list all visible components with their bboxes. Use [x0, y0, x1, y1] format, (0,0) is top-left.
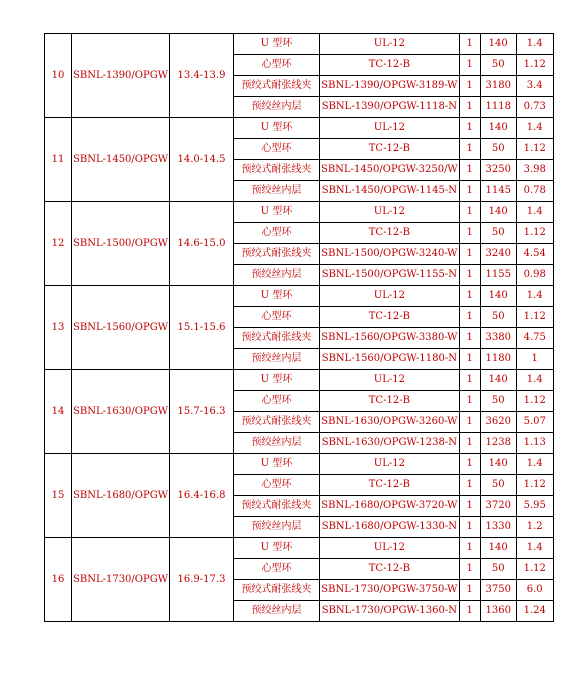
length-cell: 1238 — [480, 433, 516, 454]
part-code-cell: TC-12-B — [319, 55, 459, 76]
quantity-cell: 1 — [459, 496, 480, 517]
table-row — [45, 538, 554, 559]
quantity-cell: 1 — [459, 538, 480, 559]
length-cell: 140 — [480, 370, 516, 391]
part-code-cell: UL-12 — [319, 286, 459, 307]
length-cell: 140 — [480, 202, 516, 223]
weight-cell: 5.95 — [516, 496, 553, 517]
weight-cell: 1.13 — [516, 433, 553, 454]
part-name-cell: 心型环 — [233, 139, 319, 160]
diameter-range-cell: 16.9-17.3 — [169, 538, 233, 622]
part-name-cell: U 型环 — [233, 454, 319, 475]
part-code-cell: UL-12 — [319, 538, 459, 559]
length-cell: 140 — [480, 118, 516, 139]
weight-cell: 1 — [516, 349, 553, 370]
weight-cell: 1.12 — [516, 223, 553, 244]
part-name-cell: 预绞丝内层 — [233, 265, 319, 286]
part-code-cell: UL-12 — [319, 118, 459, 139]
weight-cell: 3.4 — [516, 76, 553, 97]
quantity-cell: 1 — [459, 391, 480, 412]
row-index-cell: 16 — [45, 538, 72, 622]
quantity-cell: 1 — [459, 55, 480, 76]
part-code-cell: SBNL-1630/OPGW-3260-W — [319, 412, 459, 433]
row-index-cell: 13 — [45, 286, 72, 370]
part-code-cell: SBNL-1730/OPGW-3750-W — [319, 580, 459, 601]
part-code-cell: TC-12-B — [319, 139, 459, 160]
diameter-range-cell: 15.7-16.3 — [169, 370, 233, 454]
weight-cell: 5.07 — [516, 412, 553, 433]
length-cell: 1118 — [480, 97, 516, 118]
quantity-cell: 1 — [459, 118, 480, 139]
part-code-cell: TC-12-B — [319, 475, 459, 496]
quantity-cell: 1 — [459, 475, 480, 496]
weight-cell: 1.4 — [516, 118, 553, 139]
length-cell: 50 — [480, 475, 516, 496]
part-code-cell: SBNL-1500/OPGW-3240-W — [319, 244, 459, 265]
part-name-cell: 预绞式耐张线夹 — [233, 76, 319, 97]
length-cell: 3180 — [480, 76, 516, 97]
table-row — [45, 118, 554, 139]
table-row — [45, 202, 554, 223]
part-name-cell: 预绞式耐张线夹 — [233, 328, 319, 349]
weight-cell: 1.4 — [516, 454, 553, 475]
weight-cell: 4.54 — [516, 244, 553, 265]
diameter-range-cell: 15.1-15.6 — [169, 286, 233, 370]
model-cell: SBNL-1630/OPGW — [72, 370, 170, 454]
length-cell: 140 — [480, 286, 516, 307]
weight-cell: 1.12 — [516, 307, 553, 328]
part-name-cell: 预绞丝内层 — [233, 181, 319, 202]
weight-cell: 1.12 — [516, 475, 553, 496]
weight-cell: 6.0 — [516, 580, 553, 601]
part-name-cell: 心型环 — [233, 391, 319, 412]
part-name-cell: 预绞式耐张线夹 — [233, 496, 319, 517]
table-row — [45, 454, 554, 475]
weight-cell: 1.12 — [516, 139, 553, 160]
table-row — [45, 370, 554, 391]
quantity-cell: 1 — [459, 370, 480, 391]
length-cell: 50 — [480, 139, 516, 160]
quantity-cell: 1 — [459, 160, 480, 181]
length-cell: 1145 — [480, 181, 516, 202]
part-name-cell: 预绞丝内层 — [233, 349, 319, 370]
weight-cell: 1.12 — [516, 391, 553, 412]
row-index-cell: 11 — [45, 118, 72, 202]
part-name-cell: 心型环 — [233, 223, 319, 244]
part-name-cell: U 型环 — [233, 286, 319, 307]
part-name-cell: 预绞丝内层 — [233, 517, 319, 538]
length-cell: 140 — [480, 34, 516, 55]
weight-cell: 4.75 — [516, 328, 553, 349]
weight-cell: 1.4 — [516, 286, 553, 307]
length-cell: 3240 — [480, 244, 516, 265]
row-index-cell: 12 — [45, 202, 72, 286]
diameter-range-cell: 16.4-16.8 — [169, 454, 233, 538]
weight-cell: 1.2 — [516, 517, 553, 538]
length-cell: 140 — [480, 454, 516, 475]
length-cell: 50 — [480, 223, 516, 244]
quantity-cell: 1 — [459, 223, 480, 244]
part-code-cell: SBNL-1450/OPGW-3250/W — [319, 160, 459, 181]
weight-cell: 1.12 — [516, 55, 553, 76]
table-row — [45, 286, 554, 307]
part-name-cell: 心型环 — [233, 559, 319, 580]
weight-cell: 1.24 — [516, 601, 553, 622]
part-name-cell: 预绞丝内层 — [233, 601, 319, 622]
weight-cell: 3.98 — [516, 160, 553, 181]
quantity-cell: 1 — [459, 601, 480, 622]
length-cell: 3720 — [480, 496, 516, 517]
part-code-cell: TC-12-B — [319, 223, 459, 244]
part-code-cell: UL-12 — [319, 202, 459, 223]
part-name-cell: 预绞丝内层 — [233, 433, 319, 454]
quantity-cell: 1 — [459, 286, 480, 307]
part-name-cell: U 型环 — [233, 118, 319, 139]
length-cell: 1360 — [480, 601, 516, 622]
quantity-cell: 1 — [459, 559, 480, 580]
part-code-cell: SBNL-1630/OPGW-1238-N — [319, 433, 459, 454]
diameter-range-cell: 13.4-13.9 — [169, 34, 233, 118]
length-cell: 1180 — [480, 349, 516, 370]
quantity-cell: 1 — [459, 454, 480, 475]
quantity-cell: 1 — [459, 307, 480, 328]
part-code-cell: TC-12-B — [319, 559, 459, 580]
weight-cell: 0.73 — [516, 97, 553, 118]
quantity-cell: 1 — [459, 76, 480, 97]
weight-cell: 1.4 — [516, 34, 553, 55]
part-name-cell: 预绞丝内层 — [233, 97, 319, 118]
part-code-cell: TC-12-B — [319, 307, 459, 328]
part-name-cell: 预绞式耐张线夹 — [233, 244, 319, 265]
weight-cell: 1.4 — [516, 538, 553, 559]
quantity-cell: 1 — [459, 202, 480, 223]
length-cell: 3250 — [480, 160, 516, 181]
part-code-cell: SBNL-1390/OPGW-3189-W — [319, 76, 459, 97]
quantity-cell: 1 — [459, 34, 480, 55]
part-code-cell: UL-12 — [319, 34, 459, 55]
table-body — [45, 34, 554, 622]
part-code-cell: SBNL-1680/OPGW-3720-W — [319, 496, 459, 517]
part-code-cell: UL-12 — [319, 370, 459, 391]
length-cell: 1330 — [480, 517, 516, 538]
part-name-cell: 心型环 — [233, 55, 319, 76]
diameter-range-cell: 14.6-15.0 — [169, 202, 233, 286]
quantity-cell: 1 — [459, 97, 480, 118]
quantity-cell: 1 — [459, 328, 480, 349]
model-cell: SBNL-1680/OPGW — [72, 454, 170, 538]
part-name-cell: 预绞式耐张线夹 — [233, 160, 319, 181]
model-cell: SBNL-1560/OPGW — [72, 286, 170, 370]
quantity-cell: 1 — [459, 244, 480, 265]
part-code-cell: SBNL-1500/OPGW-1155-N — [319, 265, 459, 286]
row-index-cell: 10 — [45, 34, 72, 118]
part-code-cell: SBNL-1560/OPGW-1180-N — [319, 349, 459, 370]
length-cell: 50 — [480, 307, 516, 328]
part-code-cell: SBNL-1450/OPGW-1145-N — [319, 181, 459, 202]
length-cell: 3620 — [480, 412, 516, 433]
part-code-cell: UL-12 — [319, 454, 459, 475]
length-cell: 140 — [480, 538, 516, 559]
part-name-cell: U 型环 — [233, 538, 319, 559]
part-name-cell: U 型环 — [233, 34, 319, 55]
part-code-cell: SBNL-1680/OPGW-1330-N — [319, 517, 459, 538]
quantity-cell: 1 — [459, 412, 480, 433]
quantity-cell: 1 — [459, 349, 480, 370]
row-index-cell: 14 — [45, 370, 72, 454]
diameter-range-cell: 14.0-14.5 — [169, 118, 233, 202]
length-cell: 50 — [480, 391, 516, 412]
weight-cell: 0.98 — [516, 265, 553, 286]
quantity-cell: 1 — [459, 181, 480, 202]
part-code-cell: SBNL-1390/OPGW-1118-N — [319, 97, 459, 118]
part-name-cell: U 型环 — [233, 202, 319, 223]
weight-cell: 1.4 — [516, 202, 553, 223]
part-code-cell: SBNL-1730/OPGW-1360-N — [319, 601, 459, 622]
length-cell: 50 — [480, 55, 516, 76]
fittings-spec-table — [44, 33, 554, 622]
model-cell: SBNL-1730/OPGW — [72, 538, 170, 622]
quantity-cell: 1 — [459, 580, 480, 601]
model-cell: SBNL-1390/OPGW — [72, 34, 170, 118]
quantity-cell: 1 — [459, 433, 480, 454]
part-name-cell: 心型环 — [233, 307, 319, 328]
quantity-cell: 1 — [459, 139, 480, 160]
part-name-cell: 预绞式耐张线夹 — [233, 412, 319, 433]
length-cell: 3750 — [480, 580, 516, 601]
length-cell: 50 — [480, 559, 516, 580]
table-row — [45, 34, 554, 55]
quantity-cell: 1 — [459, 265, 480, 286]
part-name-cell: 预绞式耐张线夹 — [233, 580, 319, 601]
length-cell: 1155 — [480, 265, 516, 286]
weight-cell: 1.12 — [516, 559, 553, 580]
model-cell: SBNL-1450/OPGW — [72, 118, 170, 202]
weight-cell: 1.4 — [516, 370, 553, 391]
part-name-cell: 心型环 — [233, 475, 319, 496]
part-code-cell: SBNL-1560/OPGW-3380-W — [319, 328, 459, 349]
quantity-cell: 1 — [459, 517, 480, 538]
part-name-cell: U 型环 — [233, 370, 319, 391]
row-index-cell: 15 — [45, 454, 72, 538]
weight-cell: 0.78 — [516, 181, 553, 202]
length-cell: 3380 — [480, 328, 516, 349]
part-code-cell: TC-12-B — [319, 391, 459, 412]
model-cell: SBNL-1500/OPGW — [72, 202, 170, 286]
